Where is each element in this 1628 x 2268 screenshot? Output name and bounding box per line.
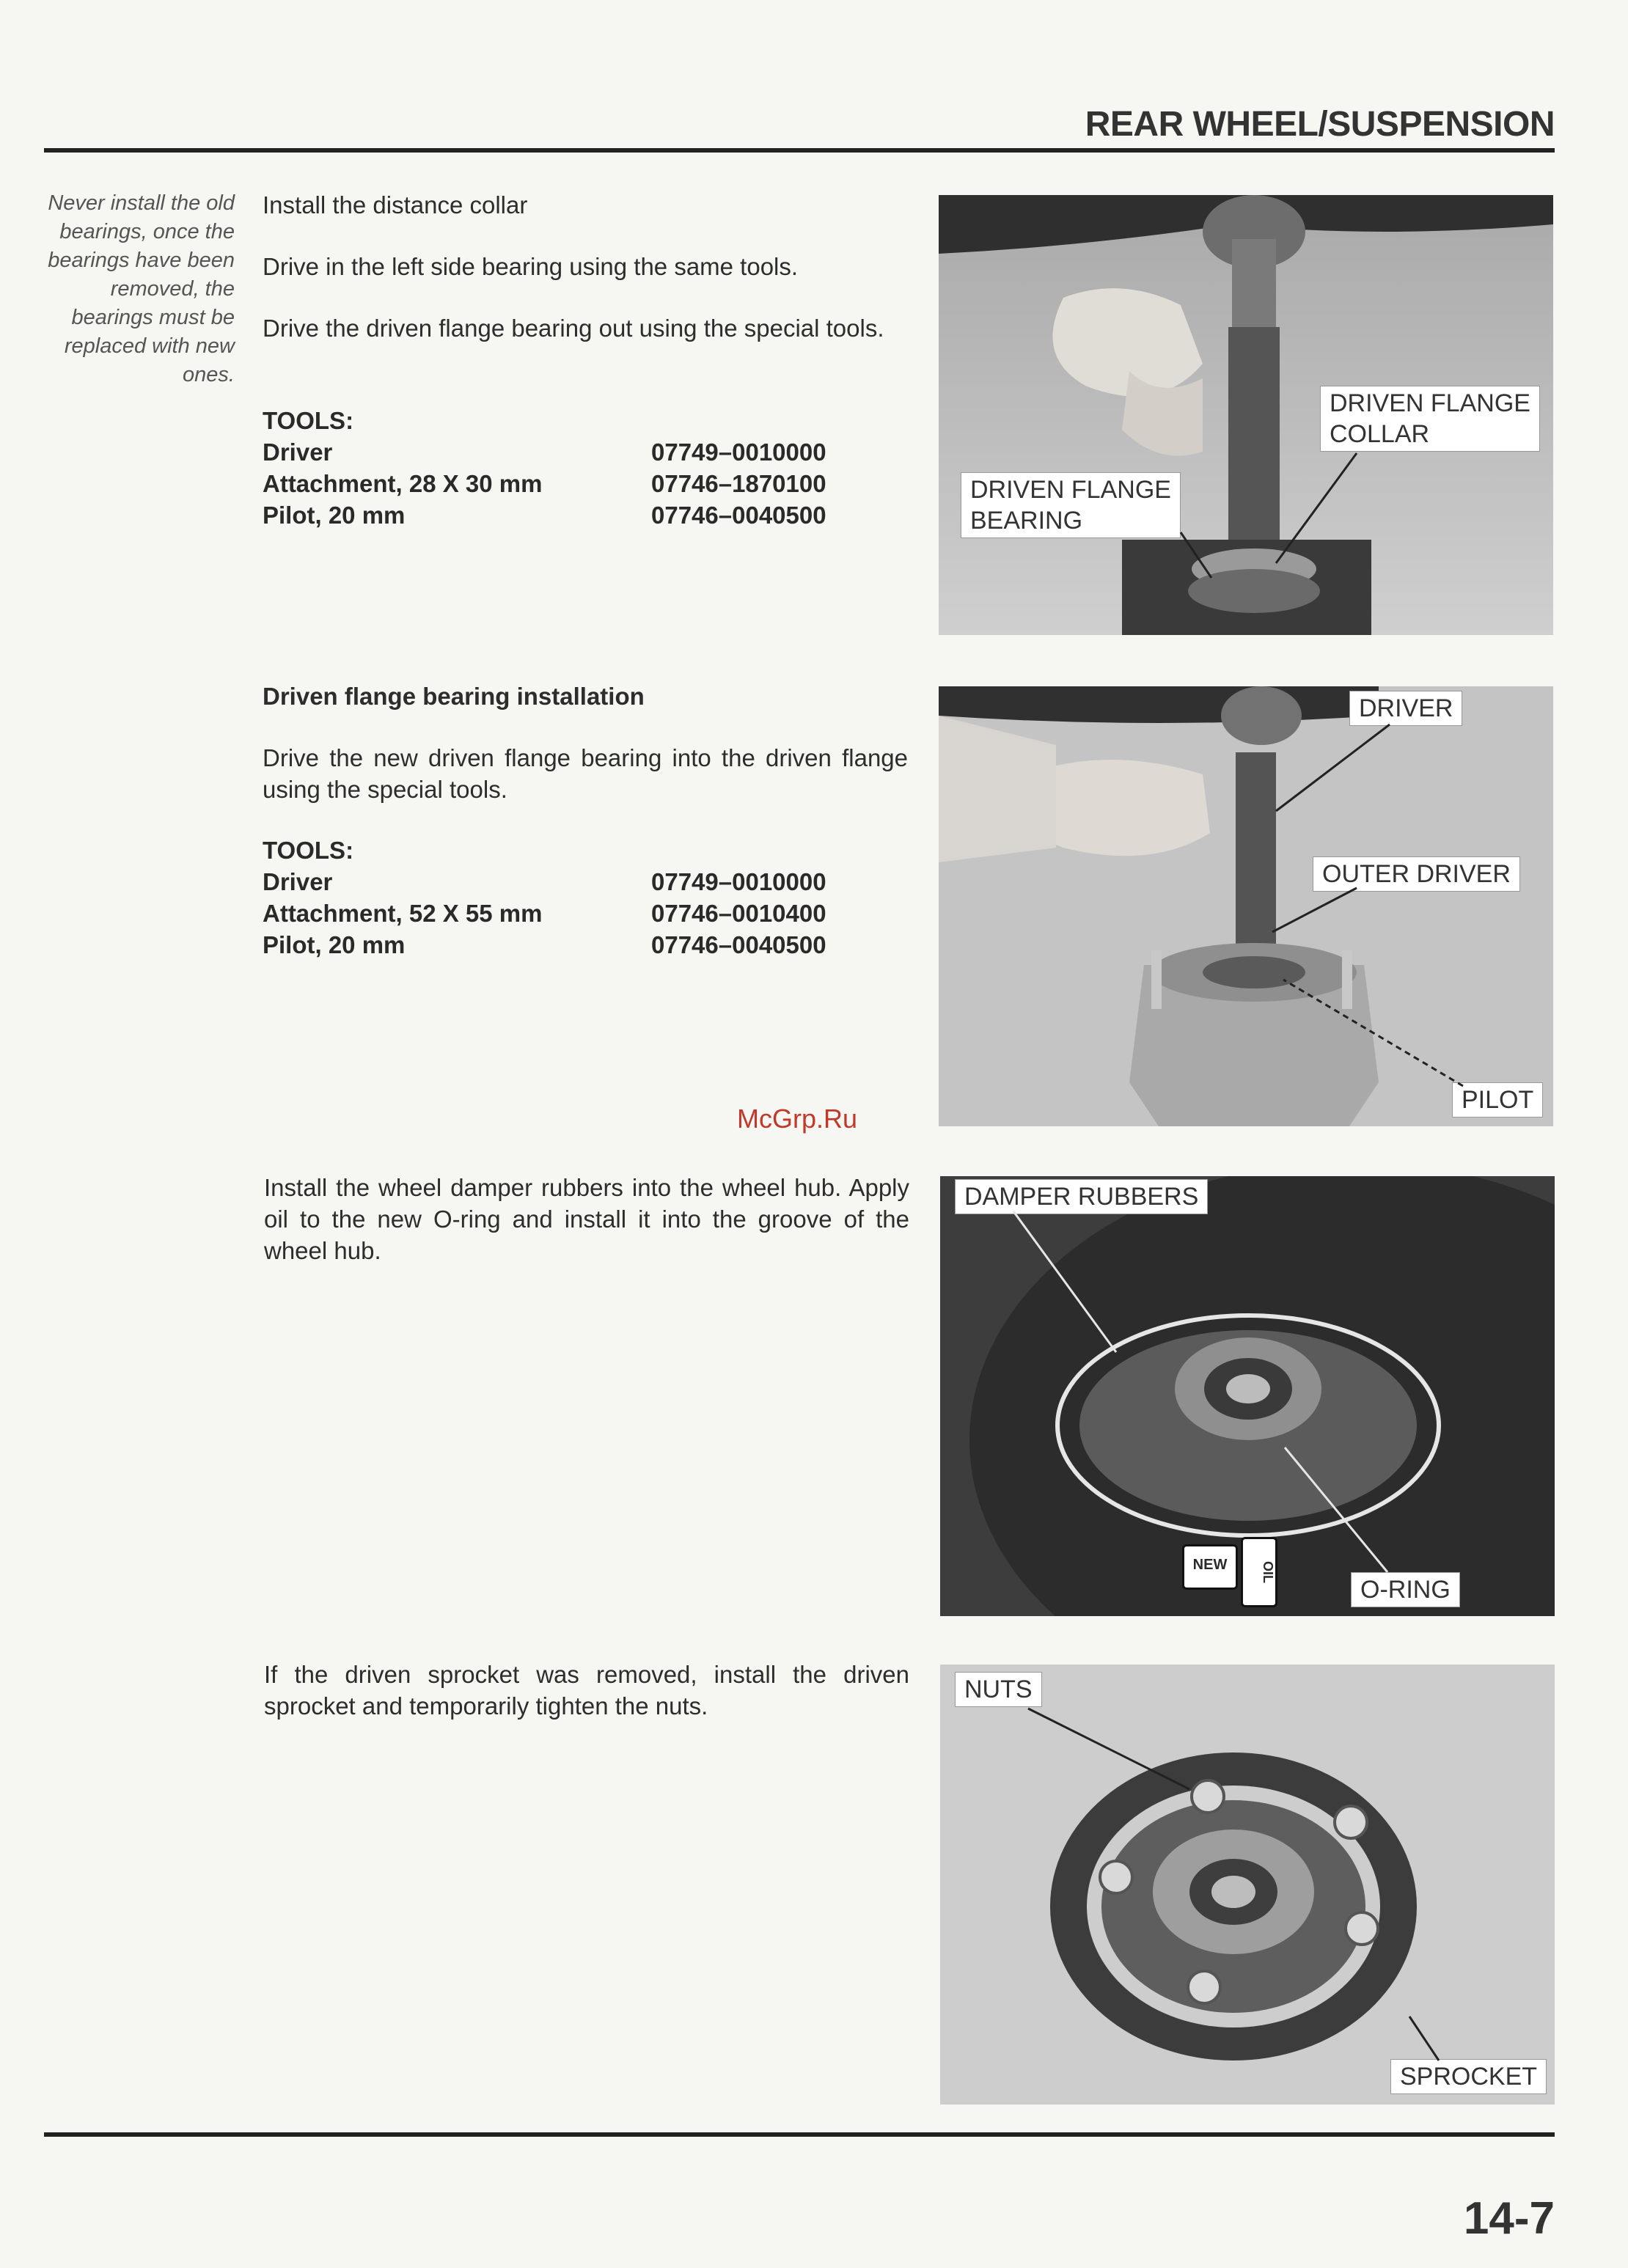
tool-part-number: 07749–0010000 [651, 438, 826, 466]
subsection-heading: Driven flange bearing installation [263, 683, 645, 710]
label-pilot: PILOT [1452, 1082, 1543, 1118]
new-icon-text: NEW [1192, 1557, 1228, 1573]
tools-list-2 [263, 834, 908, 961]
instruction-install-collar: Install the distance collar [263, 191, 528, 219]
tools-heading: TOOLS: [263, 407, 354, 434]
tool-name: Driver [263, 868, 333, 895]
leader-lines [939, 686, 1553, 1126]
label-sprocket: SPROCKET [1390, 2059, 1547, 2094]
tool-part-number: 07746–0010400 [651, 900, 826, 927]
tool-part-number: 07746–0040500 [651, 502, 826, 529]
photo-wheel-hub-damper-rubbers [940, 1176, 1555, 1616]
tool-name: Driver [263, 438, 333, 466]
leader-lines [940, 1176, 1555, 1616]
section-title: REAR WHEEL/SUSPENSION [1085, 105, 1555, 144]
page-number: 14-7 [1463, 2193, 1555, 2244]
photo-driven-flange-bearing-installation [939, 686, 1553, 1126]
tools-list-1 [263, 405, 908, 531]
instruction-drive-flange-bearing-out: Drive the driven flange bearing out using the special tools. [263, 315, 884, 342]
tools-heading: TOOLS: [263, 837, 354, 864]
instruction-install-sprocket: If the driven sprocket was removed, install the driven sprocket and temporarily tighten the nuts. [264, 1661, 909, 1720]
tool-part-number: 07749–0010000 [651, 868, 826, 895]
tool-name: Attachment, 28 X 30 mm [263, 470, 543, 497]
footer-rule [44, 2132, 1555, 2137]
watermark: McGrp.Ru [737, 1104, 858, 1134]
tool-part-number: 07746–0040500 [651, 931, 826, 958]
instruction-drive-new-bearing: Drive the new driven flange bearing into the driven flange using the special tools. [263, 744, 908, 803]
label-o-ring: O-RING [1351, 1572, 1460, 1607]
side-note: Never install the old bearings, once the bearings have been removed, the bearings must be replaced with new ones. [48, 191, 235, 386]
instruction-install-damper-rubbers: Install the wheel damper rubbers into the wheel hub. Apply oil to the new O-ring and install it into the groove of the wheel hub. [264, 1174, 909, 1264]
leader-lines [939, 195, 1553, 635]
tool-row [263, 866, 908, 898]
label-driven-flange-bearing: DRIVEN FLANGE BEARING [961, 472, 1181, 538]
instruction-drive-left-bearing: Drive in the left side bearing using the same tools. [263, 253, 799, 280]
tool-row [263, 929, 908, 961]
tool-part-number: 07746–1870100 [651, 470, 826, 497]
tool-row [263, 898, 908, 929]
header-rule [44, 148, 1555, 153]
tool-row [263, 436, 908, 468]
photo-driven-flange-bearing-removal [939, 195, 1553, 635]
tool-name: Attachment, 52 X 55 mm [263, 900, 543, 927]
oil-icon-text: OIL [1261, 1561, 1275, 1583]
tool-name: Pilot, 20 mm [263, 931, 406, 958]
label-driver: DRIVER [1349, 691, 1462, 726]
label-driven-flange-collar: DRIVEN FLANGE COLLAR [1320, 386, 1540, 452]
photo-driven-sprocket [940, 1665, 1555, 2104]
tool-row [263, 499, 908, 531]
leader-lines [940, 1665, 1555, 2104]
label-nuts: NUTS [955, 1672, 1042, 1707]
tool-row [263, 468, 908, 499]
label-outer-driver: OUTER DRIVER [1313, 856, 1520, 892]
label-damper-rubbers: DAMPER RUBBERS [955, 1179, 1208, 1214]
tool-name: Pilot, 20 mm [263, 502, 406, 529]
